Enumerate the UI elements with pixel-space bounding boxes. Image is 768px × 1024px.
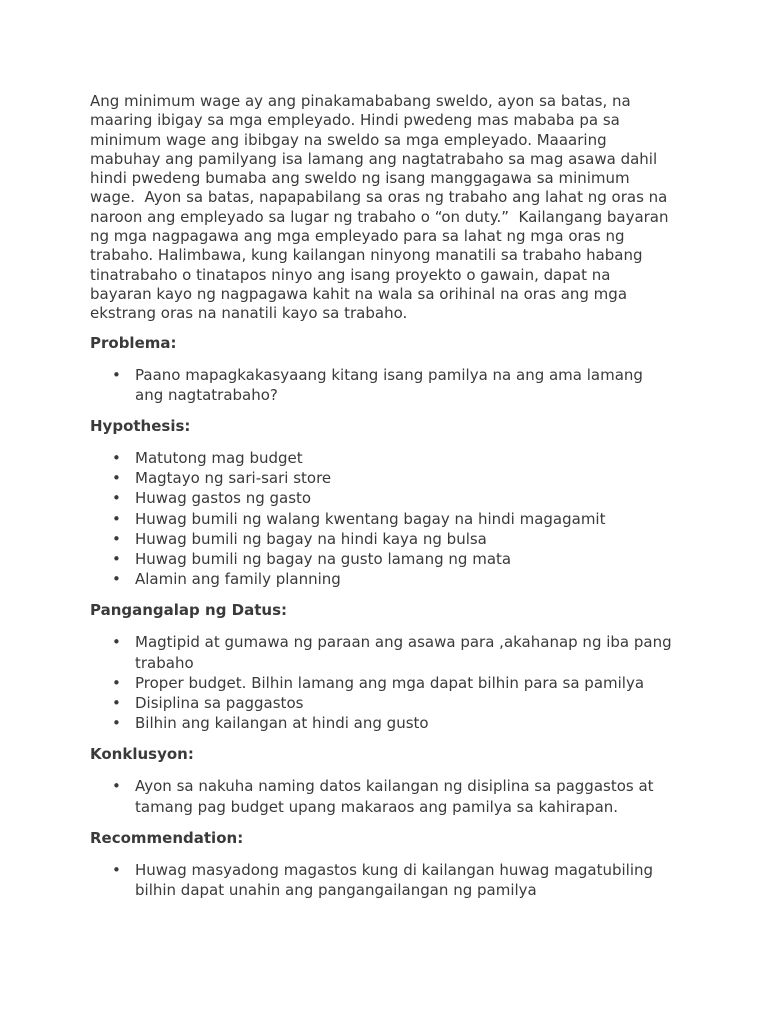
- list-item: [90, 860, 680, 900]
- list-problema: [90, 365, 680, 405]
- bullet-icon: •: [112, 489, 121, 508]
- bullet-icon: •: [112, 714, 121, 733]
- bullet-icon: •: [112, 549, 121, 568]
- list-item-text: Huwag bumili ng bagay na hindi kaya ng bulsa: [135, 529, 487, 548]
- list-item-text: Bilhin ang kailangan at hindi ang gusto: [135, 714, 429, 733]
- section-heading-problema: Problema:: [90, 333, 177, 352]
- list-item: [90, 673, 680, 693]
- list-item: [90, 488, 680, 508]
- bullet-icon: •: [112, 673, 121, 692]
- list-item-text: Huwag bumili ng walang kwentang bagay na hindi magagamit: [135, 509, 606, 528]
- list-item-text: Huwag gastos ng gasto: [135, 489, 312, 508]
- bullet-icon: •: [112, 448, 121, 467]
- section-problema: [90, 334, 680, 405]
- list-item-text: Disiplina sa paggastos: [135, 694, 304, 712]
- section-heading-recommendation: Recommendation:: [90, 828, 244, 847]
- list-item: [90, 365, 680, 405]
- list-item: [90, 693, 680, 713]
- list-item-text: Magtayo ng sari-sari store: [135, 469, 332, 488]
- bullet-icon: •: [112, 777, 121, 796]
- bullet-icon: •: [112, 860, 121, 879]
- list-item-text: Ayon sa nakuha naming datos kailangan ng disiplina sa paggastos at tamang pag budget upang makaraos ang pamilya sa kahirapan.: [135, 777, 654, 816]
- section-heading-pangangalap: Pangangalap ng Datus:: [90, 601, 287, 620]
- list-item: [90, 569, 680, 589]
- bullet-icon: •: [112, 469, 121, 488]
- section-heading-hypothesis: Hypothesis:: [90, 416, 191, 435]
- list-recommendation: [90, 860, 680, 900]
- list-item: [90, 776, 680, 816]
- list-item: [90, 529, 680, 549]
- bullet-icon: •: [112, 529, 121, 548]
- list-item-text: Proper budget. Bilhin lamang ang mga dapat bilhin para sa pamilya: [135, 673, 645, 692]
- list-item: [90, 549, 680, 569]
- list-item-text: Huwag masyadong magastos kung di kailangan huwag magatubiling bilhin dapat unahin ang pangangailangan ng pamilya: [135, 860, 654, 900]
- list-item-text: Huwag bumili ng bagay na gusto lamang ng mata: [135, 549, 512, 568]
- section-pangangalap: [90, 601, 680, 733]
- list-konklusyon: [90, 776, 680, 816]
- bullet-icon: •: [112, 633, 121, 652]
- list-item-text: Paano mapagkakasyaang kitang isang pamilya na ang ama lamang ang nagtatrabaho?: [135, 365, 643, 404]
- intro-paragraph: Ang minimum wage ay ang pinakamababang sweldo, ayon sa batas, na maaring ibigay sa mga empleyado. Hindi pwedeng mas mababa pa sa minimum wage ang ibibgay na sweldo sa mga empleyado. Maaaring mabuhay ang pamilyang isa lamang ang nagtatrabaho sa mag asawa dahil hindi pwedeng bumaba ang sweldo ng isang manggagawa sa minimum wage. Ayon sa batas, napapabilang sa oras ng trabaho ang lahat ng oras na naroon ang empleyado sa lugar ng trabaho o “on duty.” Kailangang bayaran ng mga nagpagawa ang mga empleyado para sa lahat ng mga oras ng trabaho. Halimbawa, kung kailangan ninyong manatili sa trabaho habang tinatrabaho o tinatapos ninyo ang isang proyekto o gawain, dapat na bayaran kayo ng nagpagawa kahit na wala sa orihinal na oras ang mga ekstrang oras na nanatili kayo sa trabaho.: [90, 92, 669, 323]
- document-page: [90, 92, 680, 912]
- list-item-text: Matutong mag budget: [135, 448, 303, 467]
- list-item: [90, 632, 680, 672]
- list-item: [90, 448, 680, 468]
- bullet-icon: •: [112, 570, 121, 589]
- list-item: [90, 509, 680, 529]
- section-hypothesis: [90, 417, 680, 589]
- list-item: [90, 468, 680, 488]
- list-hypothesis: [90, 448, 680, 589]
- list-item: [90, 713, 680, 733]
- section-recommendation: [90, 829, 680, 900]
- bullet-icon: •: [112, 509, 121, 528]
- section-heading-konklusyon: Konklusyon:: [90, 745, 194, 764]
- list-item-text: Alamin ang family planning: [135, 570, 341, 589]
- list-pangangalap: [90, 632, 680, 733]
- bullet-icon: •: [112, 365, 121, 384]
- bullet-icon: •: [112, 694, 121, 712]
- section-konklusyon: [90, 745, 680, 816]
- list-item-text: Magtipid at gumawa ng paraan ang asawa para ,akahanap ng iba pang trabaho: [135, 633, 672, 672]
